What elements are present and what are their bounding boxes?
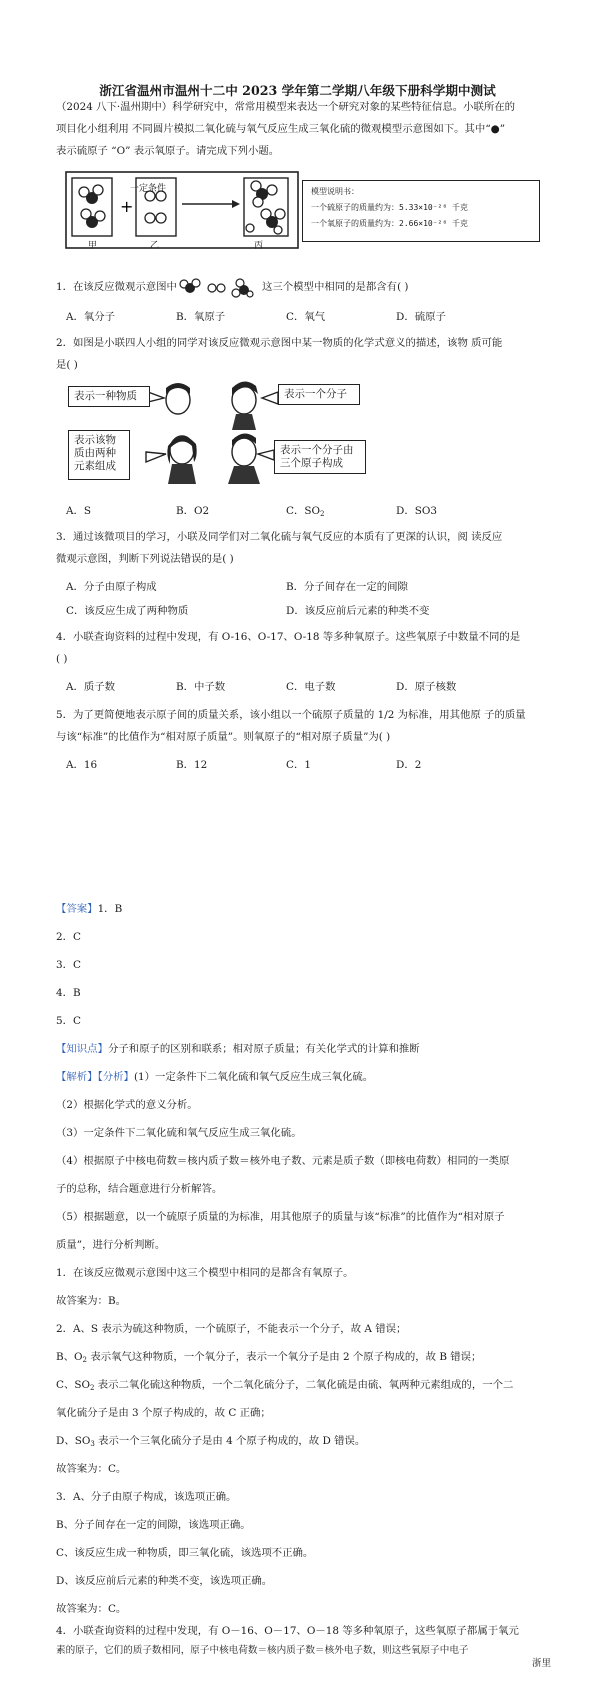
- solution-2c-post: 表示二氧化硫这种物质，一个二氧化硫分子，二氧化硫是由硫、氧两种元素组成的，一个二: [94, 1379, 514, 1391]
- q4-options: [56, 676, 546, 698]
- q4-option-b[interactable]: B．中子数: [176, 681, 226, 693]
- solution-2d-sub: 3: [90, 1440, 95, 1448]
- page-footer: 浙里: [531, 1658, 551, 1669]
- solution-2b: [56, 1346, 546, 1368]
- solution-2b-post: 表示氧气这种物质，一个氧分子，表示一个氧分子是由 2 个原子构成的，故 B 错误；: [87, 1351, 482, 1363]
- answer-tag: 【答案】: [56, 903, 98, 915]
- answer-2: 2．C: [56, 931, 81, 943]
- q2-option-c-text: C．SO: [286, 505, 320, 517]
- q4-option-c[interactable]: C．电子数: [286, 681, 336, 693]
- answer-4: 4．B: [56, 987, 81, 999]
- q5-stem-line-1: 5．为了更简便地表示原子间的质量关系，该小组以一个硫原子质量的 1/2 为标准，用其他原 子的质量: [56, 709, 526, 721]
- knowledge-line: [56, 1038, 546, 1060]
- bubble-tail-4: [258, 450, 274, 460]
- knowledge-tag: 【知识点】: [56, 1043, 108, 1055]
- bubble-tail-1: [148, 392, 164, 402]
- q1-option-a[interactable]: A．氧分子: [66, 311, 116, 323]
- model-note-s-mass: 一个硫原子的质量约为：5.33×10⁻²⁶ 千克: [311, 203, 468, 212]
- label-bing: 丙: [254, 241, 264, 251]
- solution-3c: C、该反应生成一种物质，即三氧化硫，该选项不正确。: [56, 1547, 314, 1559]
- q1-inline-models: [178, 278, 256, 298]
- solution-2c: [56, 1374, 546, 1396]
- o-atom: [156, 213, 166, 223]
- analysis-point-5a: （5）根据题意，以一个硫原子质量的为标准，用其他原子的质量与该“标准”的比值作为“相对原子: [56, 1211, 505, 1223]
- analysis-line-1: [56, 1066, 546, 1088]
- q5-option-d[interactable]: D．2: [396, 759, 422, 771]
- q2-stem-line-1: 2．如图是小联四人小组的同学对该反应微观示意图中某一物质的化学式意义的描述，该物 质可能: [56, 337, 503, 349]
- q3-option-d[interactable]: D．该反应前后元素的种类不变: [286, 605, 430, 617]
- q4-option-a[interactable]: A．质子数: [66, 681, 116, 693]
- bubble-three-atoms: 表示一个分子由三个原子构成: [274, 440, 366, 474]
- o-atom: [275, 209, 285, 219]
- reaction-model-svg: [64, 170, 304, 260]
- q5-stem-line-2: 与该“标准”的比值作为“相对原子质量”。则氧原子的“相对原子质量”为( ): [56, 731, 391, 743]
- reaction-model-figure: [64, 170, 304, 260]
- q1-options: [56, 306, 546, 328]
- analysis-point-1: (1）一定条件下二氧化硫和氧气反应生成三氧化硫。: [133, 1071, 374, 1083]
- bubble-tail-3: [146, 452, 166, 462]
- page-title: 浙江省温州市温州十二中 2023 学年第二学期八年级下册科学期中测试: [99, 83, 496, 98]
- q2-options: [56, 500, 546, 522]
- q1-stem: [56, 276, 546, 298]
- analysis-point-5b: 质量”，进行分析判断。: [56, 1239, 166, 1251]
- intro-line-1: （2024 八下·温州期中）科学研究中，常常用模型来表达一个研究对象的某些特征信息。小联所在的: [56, 101, 516, 113]
- intro-line-3: 表示硫原子 “O” 表示氧原子。请完成下列小题。: [56, 145, 280, 157]
- answer-1: 1．B: [97, 903, 123, 915]
- solution-2a: 2．A、S 表示为硫这种物质，一个硫原子，不能表示一个分子，故 A 错误；: [56, 1323, 407, 1335]
- answer-3: 3．C: [56, 959, 81, 971]
- o-atom: [95, 211, 105, 221]
- condition-label: 一定条件: [130, 184, 167, 194]
- bubble-tail-2: [262, 392, 278, 404]
- label-yi: 乙: [150, 241, 160, 251]
- q4-stem-line-2: ( ): [56, 653, 68, 665]
- solution-2c-pre: C、SO: [56, 1379, 90, 1391]
- student-4-body: [228, 466, 260, 484]
- bubble-two-elements: 表示该物质由两种元素组成: [68, 430, 130, 480]
- student-3-body: [168, 464, 196, 484]
- q4-option-d[interactable]: D．原子核数: [396, 681, 457, 693]
- solution-3d: D、该反应前后元素的种类不变，该选项正确。: [56, 1575, 273, 1587]
- q2-option-c[interactable]: [286, 500, 324, 525]
- solution-2-answer: 故答案为：C。: [56, 1463, 127, 1475]
- answer-5: 5．C: [56, 1015, 81, 1027]
- answer-line: [56, 898, 546, 920]
- q1-option-c[interactable]: C．氧气: [286, 311, 326, 323]
- arrow-head: [232, 200, 240, 208]
- q2-option-b[interactable]: B．O2: [176, 505, 210, 517]
- o-atom: [93, 185, 103, 195]
- solution-2b-pre: B、O: [56, 1351, 83, 1363]
- solution-3a: 3．A、分子由原子构成，该选项正确。: [56, 1491, 237, 1503]
- q4-stem-line-1: 4．小联查询资料的过程中发现，有 O-16、O-17、O-18 等多种氧原子。这些氧原子中数量不同的是: [56, 631, 521, 643]
- q3-stem-line-1: 3．通过该微项目的学习，小联及同学们对二氧化硫与氧气反应的本质有了更深的认识，阅 读反应: [56, 531, 503, 543]
- analysis-tag: 【解析】: [56, 1071, 98, 1083]
- bubble-one-substance: 表示一种物质: [68, 386, 150, 407]
- o-atom: [274, 226, 282, 234]
- q5-option-c[interactable]: C．1: [286, 759, 311, 771]
- model-note-o-mass: 一个氧原子的质量约为：2.66×10⁻²⁶ 千克: [311, 219, 468, 228]
- q1-stem-end: 这三个模型中相同的是都含有( ): [262, 281, 409, 293]
- solution-2c-cont: 氧化硫分子是由 3 个原子构成的，故 C 正确；: [56, 1407, 271, 1419]
- solution-2d: [56, 1430, 546, 1452]
- q1-stem-start: 1．在该反应微观示意图中: [56, 281, 177, 293]
- plus-sign: +: [120, 197, 134, 216]
- solution-2c-sub: 2: [89, 1384, 95, 1392]
- q5-option-a[interactable]: A．16: [66, 759, 98, 771]
- model-note-title: 模型说明书：: [311, 187, 359, 196]
- solution-1-answer: 故答案为：B。: [56, 1295, 126, 1307]
- analysis-point-2: （2）根据化学式的意义分析。: [56, 1099, 198, 1111]
- o-atom: [253, 197, 263, 207]
- analysis-point-4a: （4）根据原子中核电荷数＝核内质子数＝核外电子数、元素是质子数（即核电荷数）相同的一类原: [56, 1155, 510, 1167]
- solution-2d-pre: D、SO: [56, 1435, 91, 1447]
- q2-option-d[interactable]: D．SO3: [396, 505, 437, 517]
- analysis-point-4b: 子的总称，结合题意进行分析解答。: [56, 1183, 223, 1195]
- q3-options-row-1: [56, 576, 546, 598]
- q3-option-c[interactable]: C．该反应生成了两种物质: [66, 605, 189, 617]
- o-atom: [246, 224, 254, 232]
- q2-option-c-subscript: 2: [319, 510, 325, 518]
- analysis-subtag: 【分析】: [97, 1071, 134, 1083]
- student-2-body: [232, 414, 256, 430]
- q3-stem-line-2: 微观示意图，判断下列说法错误的是( ): [56, 553, 234, 565]
- q5-option-b[interactable]: B．12: [176, 759, 208, 771]
- q1-option-b[interactable]: B．氧原子: [176, 311, 226, 323]
- analysis-point-3: （3）一定条件下二氧化硫和氧气反应生成三氧化硫。: [56, 1127, 302, 1139]
- solution-2b-sub: 2: [82, 1356, 88, 1364]
- solution-4b: 素的原子，它们的质子数相同，原子中核电荷数＝核内质子数＝核外电子数，则这些氧原子中电子: [56, 1645, 469, 1656]
- solution-3-answer: 故答案为：C。: [56, 1603, 127, 1615]
- knowledge-text: 分子和原子的区别和联系；相对原子质量；有关化学式的计算和推断: [107, 1043, 420, 1055]
- intro-line-2: 项目化小组利用 不同圆片模拟二氧化硫与氧气反应生成三氧化硫的微观模型示意图如下。其中“●”: [56, 123, 506, 135]
- q2-stem-line-2: 是( ): [56, 359, 78, 371]
- q3-option-b[interactable]: B．分子间存在一定的间隙: [286, 581, 408, 593]
- solution-3b: B、分子间存在一定的间隙，该选项正确。: [56, 1519, 251, 1531]
- solution-2d-post: 表示一个三氧化硫分子是由 4 个原子构成的，故 D 错误。: [94, 1435, 366, 1447]
- students-figure: [66, 380, 366, 490]
- q2-option-a[interactable]: A．S: [66, 505, 92, 517]
- label-jia: 甲: [88, 241, 98, 251]
- model-note-box: [302, 180, 540, 242]
- o-atom: [267, 185, 277, 195]
- q3-option-a[interactable]: A．分子由原子构成: [66, 581, 157, 593]
- q5-options: [56, 754, 546, 776]
- solution-1: 1．在该反应微观示意图中这三个模型中相同的是都含有氧原子。: [56, 1267, 354, 1279]
- o-atom: [145, 213, 155, 223]
- q1-option-d[interactable]: D．硫原子: [396, 311, 446, 323]
- q3-options-row-2: [56, 600, 546, 622]
- solution-4a: 4．小联查询资料的过程中发现，有 O－16、O－17、O－18 等多种氧原子，这些氧原子都属于氧元: [56, 1625, 519, 1637]
- bubble-one-molecule: 表示一个分子: [278, 384, 360, 405]
